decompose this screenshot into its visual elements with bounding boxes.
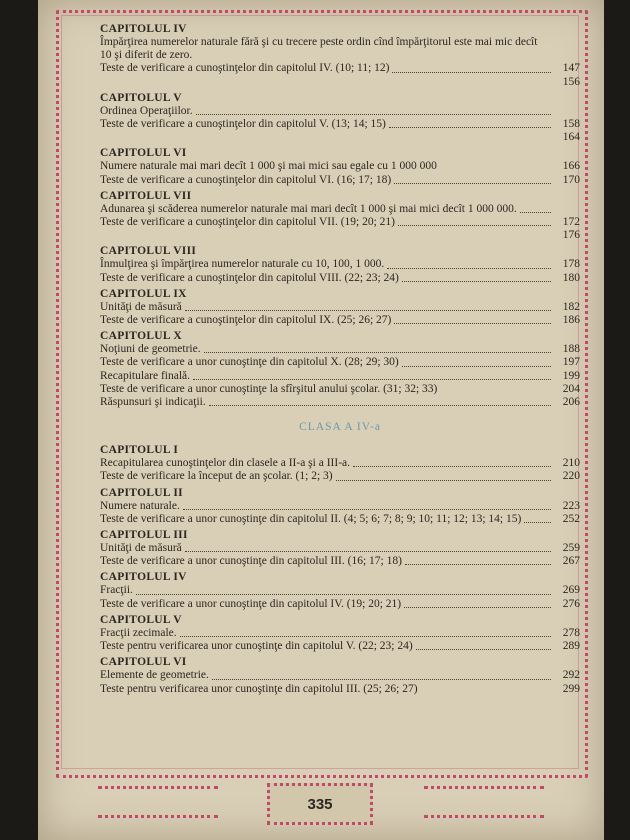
toc-entry-page: 267 bbox=[562, 555, 580, 568]
toc-entry-page: 197 bbox=[562, 356, 580, 369]
toc-entry-page: 223 bbox=[562, 499, 580, 512]
page-number-box bbox=[267, 783, 373, 825]
toc-entry-page: 176 bbox=[562, 229, 580, 242]
toc-entry-page: 269 bbox=[562, 584, 580, 597]
chapter-heading: CAPITOLUL IV bbox=[100, 23, 187, 35]
dot-leader bbox=[196, 114, 551, 115]
toc-entry-title: Teste de verificare a cunoştinţelor din capitolul VI. (16; 17; 18) bbox=[100, 173, 392, 186]
toc-entry bbox=[100, 683, 580, 696]
dot-leader bbox=[204, 352, 551, 353]
toc-entry bbox=[100, 301, 580, 314]
dot-leader bbox=[336, 480, 551, 481]
toc-entry-title: Numere naturale. bbox=[100, 499, 180, 512]
toc-entry-page: 220 bbox=[562, 470, 580, 483]
toc-entry-title: Înmulţirea şi împărţirea numerelor naturale cu 10, 100, 1 000. bbox=[100, 258, 385, 271]
toc-entry-page: 299 bbox=[562, 682, 580, 695]
toc-entry bbox=[100, 640, 580, 653]
chapter-heading: CAPITOLUL X bbox=[100, 330, 183, 343]
toc-entry-page: 182 bbox=[562, 300, 580, 313]
dot-leader bbox=[185, 551, 551, 552]
toc-entry bbox=[100, 203, 580, 216]
dot-leader bbox=[353, 466, 551, 467]
toc-entry-title: Elemente de geometrie. bbox=[100, 669, 209, 682]
chapter-heading: CAPITOLUL I bbox=[100, 444, 179, 457]
toc-entry bbox=[100, 76, 580, 89]
toc-entry-page: 164 bbox=[562, 131, 580, 144]
chapter-heading: CAPITOLUL V bbox=[100, 613, 182, 626]
toc-entry bbox=[100, 669, 580, 682]
dot-leader bbox=[387, 268, 551, 269]
toc-entry-title: Teste de verificare a cunoştinţelor din capitolul VII. (19; 20; 21) bbox=[100, 216, 396, 229]
toc-entry-title: Teste de verificare a cunoştinţelor din capitolul VIII. (22; 23; 24) bbox=[100, 271, 399, 284]
chapter-heading: CAPITOLUL IX bbox=[100, 287, 187, 300]
toc-entry-title: Teste de verificare a unor cunoştinţe la sfîrşitul anului şcolar. (31; 32; 33) bbox=[100, 382, 438, 395]
dot-leader bbox=[389, 127, 551, 128]
toc-entry bbox=[100, 272, 580, 285]
toc-bottom-block bbox=[100, 443, 580, 695]
toc-entry bbox=[100, 370, 580, 383]
toc-entry bbox=[100, 62, 580, 75]
toc-entry-title: Unităţi de măsură bbox=[100, 300, 182, 313]
toc-entry-title: Teste de verificare la început de an şcolar. (1; 2; 3) bbox=[100, 470, 333, 483]
toc-entry-page: 170 bbox=[562, 173, 580, 186]
toc-entry-title: Ordinea Operaţiilor. bbox=[100, 104, 193, 117]
toc-entry bbox=[100, 396, 580, 409]
book-page bbox=[38, 0, 604, 840]
toc-entry-page: 178 bbox=[562, 258, 580, 271]
toc-entry bbox=[100, 555, 580, 568]
dot-leader bbox=[405, 564, 551, 565]
toc-entry bbox=[100, 229, 580, 242]
toc-entry bbox=[100, 105, 580, 118]
toc-entry-page: 206 bbox=[562, 396, 580, 409]
toc-entry bbox=[100, 36, 580, 62]
dot-leader bbox=[193, 379, 551, 380]
toc-entry-page: 199 bbox=[562, 369, 580, 382]
table-of-contents bbox=[100, 20, 580, 696]
toc-entry-title: Teste de verificare a unor cunoştinţe din capitolul II. (4; 5; 6; 7; 8; 9; 10; 11; 12; 13; 14; 15) bbox=[100, 512, 522, 525]
chapter-heading: CAPITOLUL VIII bbox=[100, 245, 197, 258]
toc-entry-title: Teste de verificare a unor cunoştinţe din capitolul X. (28; 29; 30) bbox=[100, 356, 399, 369]
chapter-heading: CAPITOLUL IV bbox=[100, 571, 187, 584]
toc-entry bbox=[100, 174, 580, 187]
dot-leader bbox=[212, 679, 551, 680]
toc-entry-page: 158 bbox=[562, 118, 580, 131]
footer-ornament-right bbox=[424, 786, 544, 818]
toc-entry bbox=[100, 160, 580, 173]
dot-leader bbox=[398, 225, 551, 226]
toc-entry-page: 156 bbox=[562, 75, 580, 88]
toc-entry-title: Teste pentru verificarea unor cunoştinţe din capitolul III. (25; 26; 27) bbox=[100, 682, 418, 695]
dot-leader bbox=[404, 607, 551, 608]
toc-entry-title: Teste pentru verificarea unor cunoştinţe din capitolul V. (22; 23; 24) bbox=[100, 640, 413, 653]
toc-entry-title: Teste de verificare a cunoştinţelor din capitolul IV. (10; 11; 12) bbox=[100, 62, 390, 75]
toc-entry-page: 166 bbox=[562, 160, 580, 173]
toc-entry-title: Adunarea şi scăderea numerelor naturale mai mari decît 1 000 şi mai mici decît 1 000 000. bbox=[100, 202, 517, 215]
toc-entry bbox=[100, 356, 580, 369]
toc-entry-page: 259 bbox=[562, 542, 580, 555]
toc-entry bbox=[100, 314, 580, 327]
footer-ornament-left bbox=[98, 786, 218, 818]
toc-entry-page: 252 bbox=[562, 512, 580, 525]
toc-entry-page: 147 bbox=[562, 62, 580, 75]
toc-entry-page: 180 bbox=[562, 271, 580, 284]
dot-leader bbox=[524, 522, 551, 523]
toc-entry-page: 289 bbox=[562, 640, 580, 653]
toc-entry-title: Teste de verificare a unor cunoştinţe din capitolul III. (16; 17; 18) bbox=[100, 555, 402, 568]
toc-entry bbox=[100, 118, 580, 131]
toc-entry-page: 210 bbox=[562, 457, 580, 470]
toc-entry bbox=[100, 598, 580, 611]
toc-entry bbox=[100, 513, 580, 526]
dot-leader bbox=[520, 212, 551, 213]
section-title: CLASA A IV-a bbox=[299, 421, 381, 434]
toc-entry-page: 172 bbox=[562, 216, 580, 229]
toc-entry bbox=[100, 627, 580, 640]
toc-entry bbox=[100, 542, 580, 555]
toc-top-block bbox=[100, 22, 580, 409]
toc-entry-title: Recapitulare finală. bbox=[100, 369, 191, 382]
dot-leader bbox=[394, 183, 551, 184]
toc-entry-title: Fracţii zecimale. bbox=[100, 626, 177, 639]
toc-entry-title: Teste de verificare a cunoştinţelor din capitolul V. (13; 14; 15) bbox=[100, 118, 386, 131]
chapter-heading: CAPITOLUL II bbox=[100, 486, 183, 499]
toc-entry bbox=[100, 258, 580, 271]
toc-entry bbox=[100, 383, 580, 396]
dot-leader bbox=[185, 310, 551, 311]
toc-entry bbox=[100, 131, 580, 144]
toc-entry-title: Noţiuni de geometrie. bbox=[100, 343, 201, 356]
page-number: 335 bbox=[307, 795, 333, 813]
dot-leader bbox=[394, 323, 551, 324]
toc-entry-page: 204 bbox=[562, 382, 580, 395]
toc-entry-title: Teste de verificare a cunoştinţelor din capitolul IX. (25; 26; 27) bbox=[100, 314, 392, 327]
dot-leader bbox=[136, 594, 551, 595]
toc-entry-page: 292 bbox=[562, 669, 580, 682]
chapter-heading: CAPITOLUL VII bbox=[100, 189, 192, 202]
toc-entry-title: Fracţii. bbox=[100, 584, 133, 597]
toc-entry bbox=[100, 216, 580, 229]
toc-entry-title: Recapitularea cunoştinţelor din clasele a II-a şi a III-a. bbox=[100, 457, 351, 470]
toc-entry-title: Unităţi de măsură bbox=[100, 542, 182, 555]
dot-leader bbox=[416, 649, 551, 650]
dot-leader bbox=[209, 405, 551, 406]
toc-entry bbox=[100, 500, 580, 513]
dot-leader bbox=[402, 281, 551, 282]
toc-entry bbox=[100, 343, 580, 356]
toc-entry-page: 188 bbox=[562, 343, 580, 356]
dot-leader bbox=[392, 72, 551, 73]
toc-entry-title: Împărţirea numerelor naturale fără şi cu trecere peste ordin cînd împărţitorul este mai mic decît 10 şi diferit de zero. bbox=[100, 36, 538, 62]
chapter-heading: CAPITOLUL VI bbox=[100, 147, 187, 160]
toc-entry bbox=[100, 584, 580, 597]
dot-leader bbox=[402, 366, 551, 367]
toc-entry bbox=[100, 457, 580, 470]
chapter-heading: CAPITOLUL III bbox=[100, 529, 188, 542]
toc-entry-page: 278 bbox=[562, 626, 580, 639]
chapter-heading: CAPITOLUL VI bbox=[100, 656, 187, 669]
toc-entry-title: Răspunsuri şi indicaţii. bbox=[100, 396, 206, 409]
toc-entry bbox=[100, 470, 580, 483]
dot-leader bbox=[180, 636, 551, 637]
toc-entry-page: 186 bbox=[562, 314, 580, 327]
toc-entry-title: Teste de verificare a unor cunoştinţe din capitolul IV. (19; 20; 21) bbox=[100, 597, 402, 610]
toc-entry-page: 276 bbox=[562, 597, 580, 610]
dot-leader bbox=[183, 509, 551, 510]
chapter-heading: CAPITOLUL V bbox=[100, 91, 182, 104]
toc-entry-title: Numere naturale mai mari decît 1 000 şi mai mici sau egale cu 1 000 000 bbox=[100, 160, 437, 173]
